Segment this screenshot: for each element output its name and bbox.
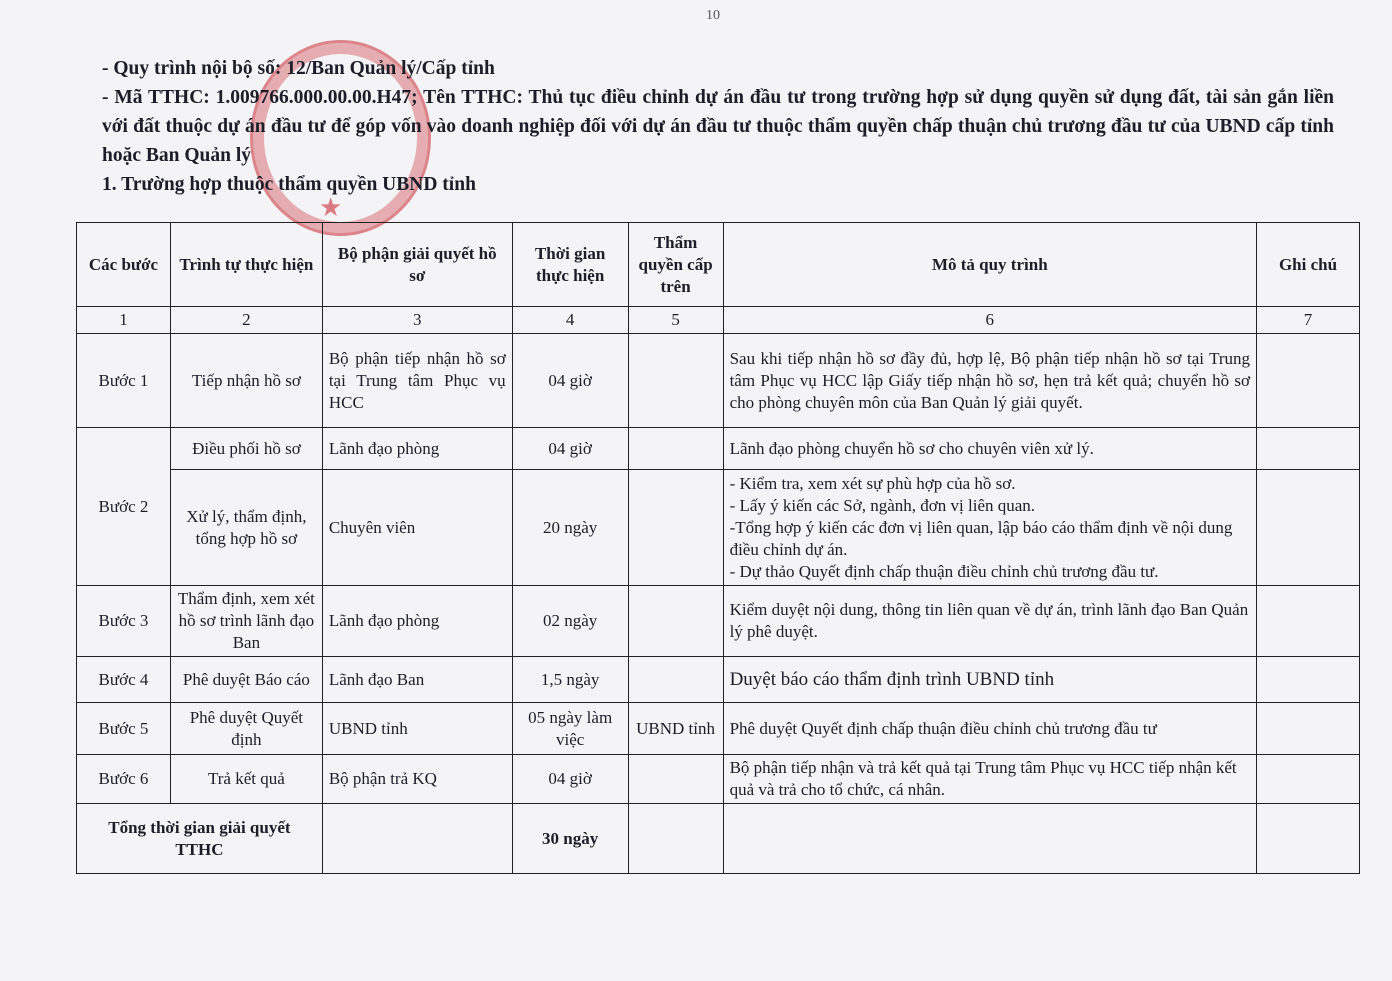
- action-cell: Phê duyệt Báo cáo: [170, 657, 322, 703]
- desc-line: - Kiểm tra, xem xét sự phù hợp của hồ sơ.: [729, 473, 1016, 493]
- table-row: [77, 470, 1360, 586]
- step-cell: Bước 6: [77, 755, 171, 804]
- column-number: 7: [1257, 307, 1360, 334]
- authority-cell: [628, 334, 723, 428]
- procedure-title: - Mã TTHC: 1.009766.000.00.00.H47; Tên TTHC: Thủ tục điều chỉnh dự án đầu tư trong trường hợp sử dụng quyền sử dụng đất, tài sản gắn liền với đất thuộc dự án đầu tư để góp vốn vào doanh nghiệp đối với dự án đầu tư thuộc thẩm quyền chấp thuận chủ trương đầu tư của UBND cấp tỉnh hoặc Ban Quản lý: [102, 87, 1334, 166]
- note-cell: [1257, 657, 1360, 703]
- note-cell: [1257, 703, 1360, 755]
- desc-cell: Duyệt báo cáo thẩm định trình UBND tỉnh: [723, 657, 1256, 703]
- page-number: 10: [706, 8, 720, 23]
- header-cell: Trình tự thực hiện: [170, 223, 322, 307]
- header-cell: Bộ phận giải quyết hồ sơ: [322, 223, 512, 307]
- procedure-number: - Quy trình nội bộ số: 12/Ban Quản lý/Cấp tỉnh: [102, 58, 495, 79]
- empty-cell: [322, 804, 512, 874]
- document-header: [102, 54, 1334, 199]
- header-cell: Thẩm quyền cấp trên: [628, 223, 723, 307]
- authority-cell: [628, 586, 723, 657]
- header-cell: Mô tả quy trình: [723, 223, 1256, 307]
- empty-cell: [628, 804, 723, 874]
- desc-cell: Lãnh đạo phòng chuyển hồ sơ cho chuyên viên xử lý.: [723, 428, 1256, 470]
- action-cell: Tiếp nhận hồ sơ: [170, 334, 322, 428]
- action-cell: Thẩm định, xem xét hồ sơ trình lãnh đạo Ban: [170, 586, 322, 657]
- header-cell: Ghi chú: [1257, 223, 1360, 307]
- total-time: 30 ngày: [512, 804, 628, 874]
- authority-cell: [628, 470, 723, 586]
- dept-cell: UBND tỉnh: [322, 703, 512, 755]
- desc-cell: Phê duyệt Quyết định chấp thuận điều chỉnh chủ trương đầu tư: [723, 703, 1256, 755]
- action-cell: Điều phối hồ sơ: [170, 428, 322, 470]
- time-cell: 02 ngày: [512, 586, 628, 657]
- total-label: Tổng thời gian giải quyết TTHC: [77, 804, 323, 874]
- desc-cell: Bộ phận tiếp nhận và trả kết quả tại Trung tâm Phục vụ HCC tiếp nhận kết quả và trả cho tổ chức, cá nhân.: [723, 755, 1256, 804]
- step-cell: Bước 1: [77, 334, 171, 428]
- star-icon: ★: [319, 193, 343, 222]
- time-cell: 04 giờ: [512, 428, 628, 470]
- time-cell: 1,5 ngày: [512, 657, 628, 703]
- desc-cell: Kiểm duyệt nội dung, thông tin liên quan về dự án, trình lãnh đạo Ban Quản lý phê duyệt.: [723, 586, 1256, 657]
- table-row: [77, 586, 1360, 657]
- table-row: [77, 657, 1360, 703]
- table-row: [77, 428, 1360, 470]
- column-number: 3: [322, 307, 512, 334]
- section-title: 1. Trường hợp thuộc thẩm quyền UBND tỉnh: [102, 174, 476, 195]
- action-cell: Trả kết quả: [170, 755, 322, 804]
- total-row: [77, 804, 1360, 874]
- note-cell: [1257, 470, 1360, 586]
- authority-cell: [628, 755, 723, 804]
- dept-cell: Bộ phận trả KQ: [322, 755, 512, 804]
- header-cell: Các bước: [77, 223, 171, 307]
- note-cell: [1257, 428, 1360, 470]
- time-cell: 04 giờ: [512, 334, 628, 428]
- time-cell: 20 ngày: [512, 470, 628, 586]
- time-cell: 04 giờ: [512, 755, 628, 804]
- empty-cell: [723, 804, 1256, 874]
- note-cell: [1257, 755, 1360, 804]
- table-row: [77, 334, 1360, 428]
- desc-cell: Sau khi tiếp nhận hồ sơ đầy đủ, hợp lệ, Bộ phận tiếp nhận hồ sơ tại Trung tâm Phục vụ HCC lập Giấy tiếp nhận hồ sơ, hẹn trả kết quả; chuyển hồ sơ cho phòng chuyên môn của Ban Quản lý giải quyết.: [723, 334, 1256, 428]
- authority-cell: UBND tỉnh: [628, 703, 723, 755]
- dept-cell: Chuyên viên: [322, 470, 512, 586]
- table-row: [77, 755, 1360, 804]
- dept-cell: Lãnh đạo phòng: [322, 428, 512, 470]
- desc-line: - Dự thảo Quyết định chấp thuận điều chỉnh chủ trương đầu tư.: [729, 561, 1159, 581]
- dept-cell: Lãnh đạo phòng: [322, 586, 512, 657]
- time-cell: 05 ngày làm việc: [512, 703, 628, 755]
- table-row: [77, 703, 1360, 755]
- desc-line: - Lấy ý kiến các Sở, ngành, đơn vị liên quan.: [729, 495, 1036, 515]
- column-number: 2: [170, 307, 322, 334]
- action-cell: Xử lý, thẩm định, tổng hợp hồ sơ: [170, 470, 322, 586]
- step-cell: Bước 3: [77, 586, 171, 657]
- note-cell: [1257, 586, 1360, 657]
- note-cell: [1257, 334, 1360, 428]
- column-number: 1: [77, 307, 171, 334]
- column-number: 5: [628, 307, 723, 334]
- dept-cell: Bộ phận tiếp nhận hồ sơ tại Trung tâm Phục vụ HCC: [322, 334, 512, 428]
- desc-cell: [723, 470, 1256, 586]
- step-cell: Bước 5: [77, 703, 171, 755]
- dept-cell: Lãnh đạo Ban: [322, 657, 512, 703]
- column-number: 4: [512, 307, 628, 334]
- desc-line: -Tổng hợp ý kiến các đơn vị liên quan, lập báo cáo thẩm định về nội dung điều chỉnh dự án.: [729, 517, 1233, 559]
- column-number: 6: [723, 307, 1256, 334]
- header-cell: Thời gian thực hiện: [512, 223, 628, 307]
- action-cell: Phê duyệt Quyết định: [170, 703, 322, 755]
- column-number-row: [77, 307, 1360, 334]
- step-cell: Bước 4: [77, 657, 171, 703]
- authority-cell: [628, 657, 723, 703]
- authority-cell: [628, 428, 723, 470]
- procedure-table: [76, 222, 1360, 874]
- table-header-row: [77, 223, 1360, 307]
- empty-cell: [1257, 804, 1360, 874]
- step-cell: Bước 2: [77, 428, 171, 586]
